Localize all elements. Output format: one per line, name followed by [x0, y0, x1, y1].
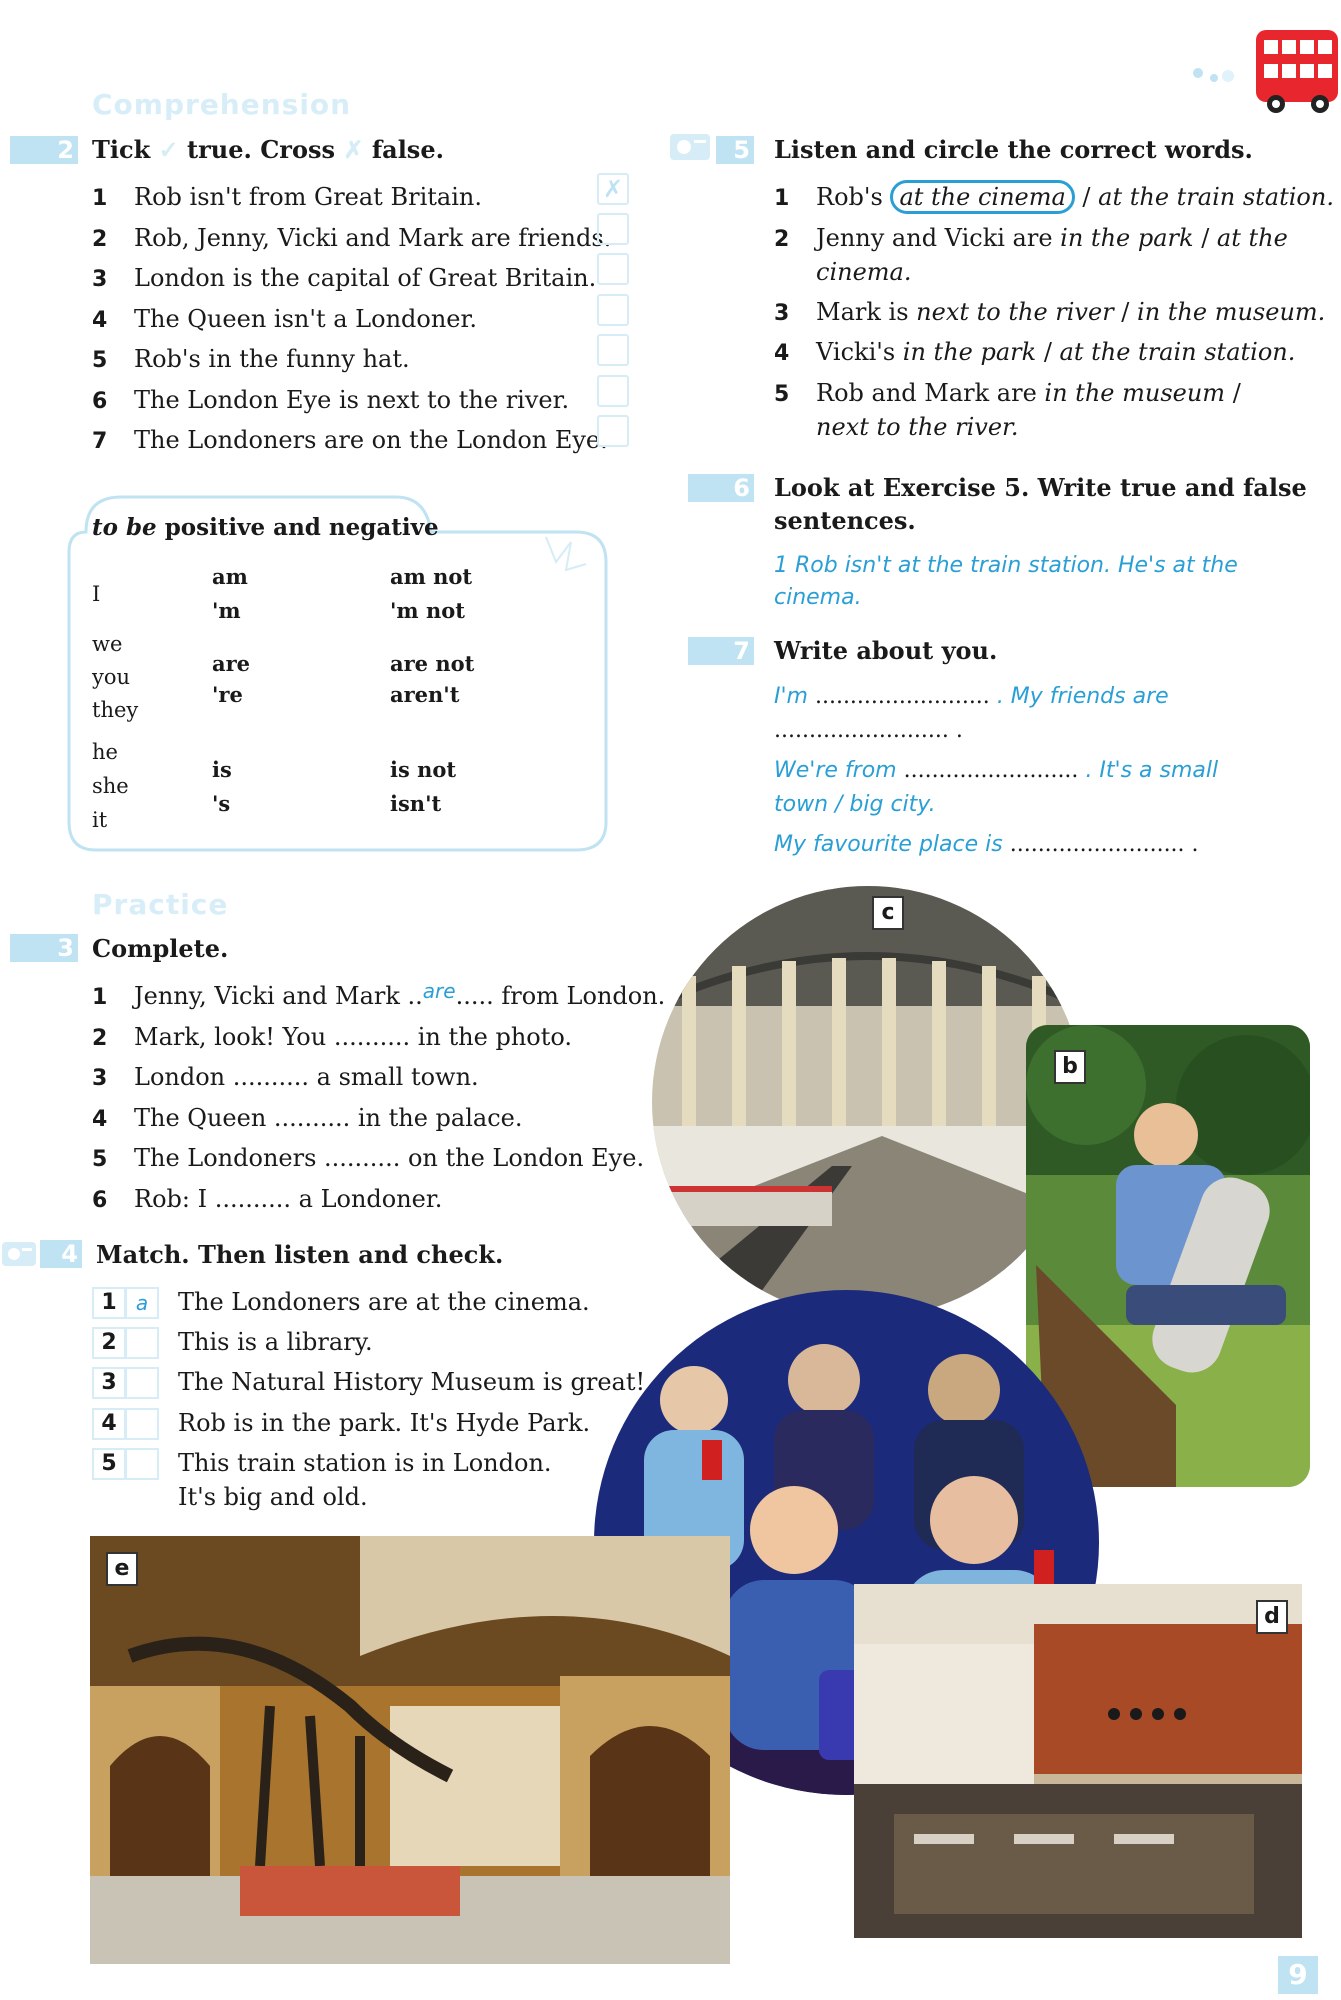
option[interactable]: at the	[1216, 224, 1288, 252]
photo-label-c: c	[872, 896, 904, 930]
negative-short-form: 'm not	[390, 598, 465, 623]
writing-line: town / big city.	[774, 792, 936, 817]
answer-box[interactable]	[597, 213, 629, 245]
positive-short-form: 's	[212, 791, 231, 816]
list-item: 1 Jenny, Vicki and Mark ..$^{are}$..... from London.	[92, 979, 666, 1010]
list-item: 3 London is the capital of Great Britain.	[92, 264, 597, 292]
writing-line: We're from ......................... . It's a small	[774, 758, 1219, 783]
example-answer-line2: cinema.	[774, 585, 862, 610]
match-answer-box[interactable]	[125, 1327, 159, 1359]
positive-form: am	[212, 564, 248, 589]
grammar-title: to be positive and negative	[92, 514, 439, 541]
match-answer-box[interactable]: a	[125, 1287, 159, 1319]
writing-line: My favourite place is ......................... .	[774, 832, 1199, 857]
positive-form: is	[212, 757, 232, 782]
answer-box[interactable]: ✗	[597, 173, 629, 205]
positive-short-form: 're	[212, 682, 243, 707]
answer-box[interactable]	[597, 415, 629, 447]
page-number: 9	[1278, 1956, 1318, 1994]
exercise-6-title-line1: Look at Exercise 5. Write true and false	[774, 473, 1307, 502]
list-item: 4 The Queen isn't a Londoner.	[92, 305, 477, 333]
list-item: 4 The Queen .......... in the palace.	[92, 1104, 523, 1132]
match-answer-box[interactable]	[125, 1408, 159, 1440]
subject: he	[92, 740, 118, 764]
exercise-2-title: Tick ✓ true. Cross ✗ false.	[92, 135, 444, 164]
list-item: 7 The Londoners are on the London Eye.	[92, 426, 608, 454]
negative-short-form: isn't	[390, 791, 442, 816]
option[interactable]: in the museum.	[1137, 298, 1326, 326]
negative-form: am not	[390, 564, 473, 589]
list-item: 1 Rob isn't from Great Britain.	[92, 183, 482, 211]
list-item: Rob is in the park. It's Hyde Park.	[178, 1409, 591, 1437]
answer-box[interactable]	[597, 375, 629, 407]
writing-line[interactable]: ......................... .	[774, 718, 963, 743]
match-number-box: 3	[92, 1367, 126, 1399]
list-item: 2 Rob, Jenny, Vicki and Mark are friends.	[92, 224, 612, 252]
photo-label-e: e	[106, 1552, 138, 1586]
exercise-3-title: Complete.	[92, 934, 229, 963]
section-comprehension: Comprehension	[92, 88, 352, 121]
negative-form: is not	[390, 757, 457, 782]
positive-short-form: 'm	[212, 598, 241, 623]
cross-icon: ✗	[343, 135, 364, 164]
tick-icon: ✓	[158, 135, 179, 164]
subject: we	[92, 632, 123, 656]
negative-form: are not	[390, 651, 475, 676]
exercise-5-title: Listen and circle the correct words.	[774, 135, 1253, 164]
list-item: The Londoners are at the cinema.	[178, 1288, 590, 1316]
blank[interactable]: .........................	[903, 758, 1079, 783]
option[interactable]: in the museum	[1044, 379, 1226, 407]
option[interactable]: at the train station.	[1059, 338, 1296, 366]
match-answer-box[interactable]	[125, 1448, 159, 1480]
list-item: 3 Mark is next to the river / in the museum.	[774, 298, 1326, 326]
list-item-continued: It's big and old.	[178, 1483, 368, 1511]
option[interactable]: in the park	[1060, 224, 1194, 252]
exercise-7-tab: 7	[688, 637, 754, 665]
circled-option[interactable]: at the cinema	[890, 180, 1074, 214]
list-item: 4 Vicki's in the park / at the train station.	[774, 338, 1296, 366]
subject: I	[92, 582, 101, 606]
list-item: The Natural History Museum is great!	[178, 1368, 646, 1396]
photo-museum	[90, 1536, 730, 1964]
list-item: This train station is in London.	[178, 1449, 552, 1477]
list-item: 5 The Londoners .......... on the London Eye.	[92, 1144, 645, 1172]
list-item: 2 Jenny and Vicki are in the park / at the	[774, 224, 1288, 252]
grammar-box	[66, 492, 609, 854]
subject: they	[92, 698, 139, 722]
positive-form: are	[212, 651, 251, 676]
photo-library	[854, 1584, 1302, 1938]
list-item: 3 London .......... a small town.	[92, 1063, 479, 1091]
match-number-box: 2	[92, 1327, 126, 1359]
exercise-3-tab: 3	[10, 934, 78, 962]
answer-box[interactable]	[597, 294, 629, 326]
list-item: 5 Rob's in the funny hat.	[92, 345, 410, 373]
match-number-box: 4	[92, 1408, 126, 1440]
exercise-5-tab: 5	[716, 136, 754, 164]
option[interactable]: at the train station.	[1098, 183, 1334, 211]
subject: she	[92, 774, 129, 798]
exercise-4-title: Match. Then listen and check.	[96, 1240, 504, 1269]
exercise-2-tab: 2	[10, 136, 78, 164]
bus-illustration	[1180, 18, 1340, 118]
exercise-6-title-line2: sentences.	[774, 506, 916, 535]
list-item: 1 Rob's at the cinema / at the train station.	[774, 183, 1334, 211]
list-item: 2 Mark, look! You .......... in the photo.	[92, 1023, 573, 1051]
subject: it	[92, 808, 108, 832]
match-number-box: 1	[92, 1287, 126, 1319]
match-answer-box[interactable]	[125, 1367, 159, 1399]
photo-train-station	[652, 886, 1084, 1318]
option[interactable]: in the park	[902, 338, 1037, 366]
filled-answer: are	[422, 979, 456, 1003]
list-item-continued: next to the river.	[816, 413, 1019, 441]
option[interactable]: next to the river	[916, 298, 1114, 326]
photo-label-b: b	[1054, 1050, 1086, 1084]
photo-label-d: d	[1256, 1600, 1288, 1634]
answer-box[interactable]	[597, 334, 629, 366]
list-item: 6 The London Eye is next to the river.	[92, 386, 570, 414]
exercise-4-tab: 4	[40, 1240, 82, 1268]
list-item: 5 Rob and Mark are in the museum /	[774, 379, 1241, 407]
list-item: This is a library.	[178, 1328, 373, 1356]
negative-short-form: aren't	[390, 682, 460, 707]
writing-line: I'm ......................... . My friends are	[774, 684, 1169, 709]
cd-icon	[0, 1236, 40, 1270]
cd-icon	[668, 128, 716, 164]
photo-park-boy	[1026, 1025, 1310, 1487]
blank[interactable]: ......................... .	[1009, 832, 1199, 857]
subject: you	[92, 665, 131, 689]
list-item-continued: cinema.	[816, 258, 912, 286]
exercise-7-title: Write about you.	[774, 636, 998, 665]
match-number-box: 5	[92, 1448, 126, 1480]
section-practice: Practice	[92, 888, 229, 921]
example-answer-line1: 1 Rob isn't at the train station. He's at the	[774, 553, 1238, 578]
answer-box[interactable]	[597, 253, 629, 285]
list-item: 6 Rob: I .......... a Londoner.	[92, 1185, 443, 1213]
blank[interactable]: .........................	[814, 684, 990, 709]
exercise-6-tab: 6	[688, 474, 754, 502]
